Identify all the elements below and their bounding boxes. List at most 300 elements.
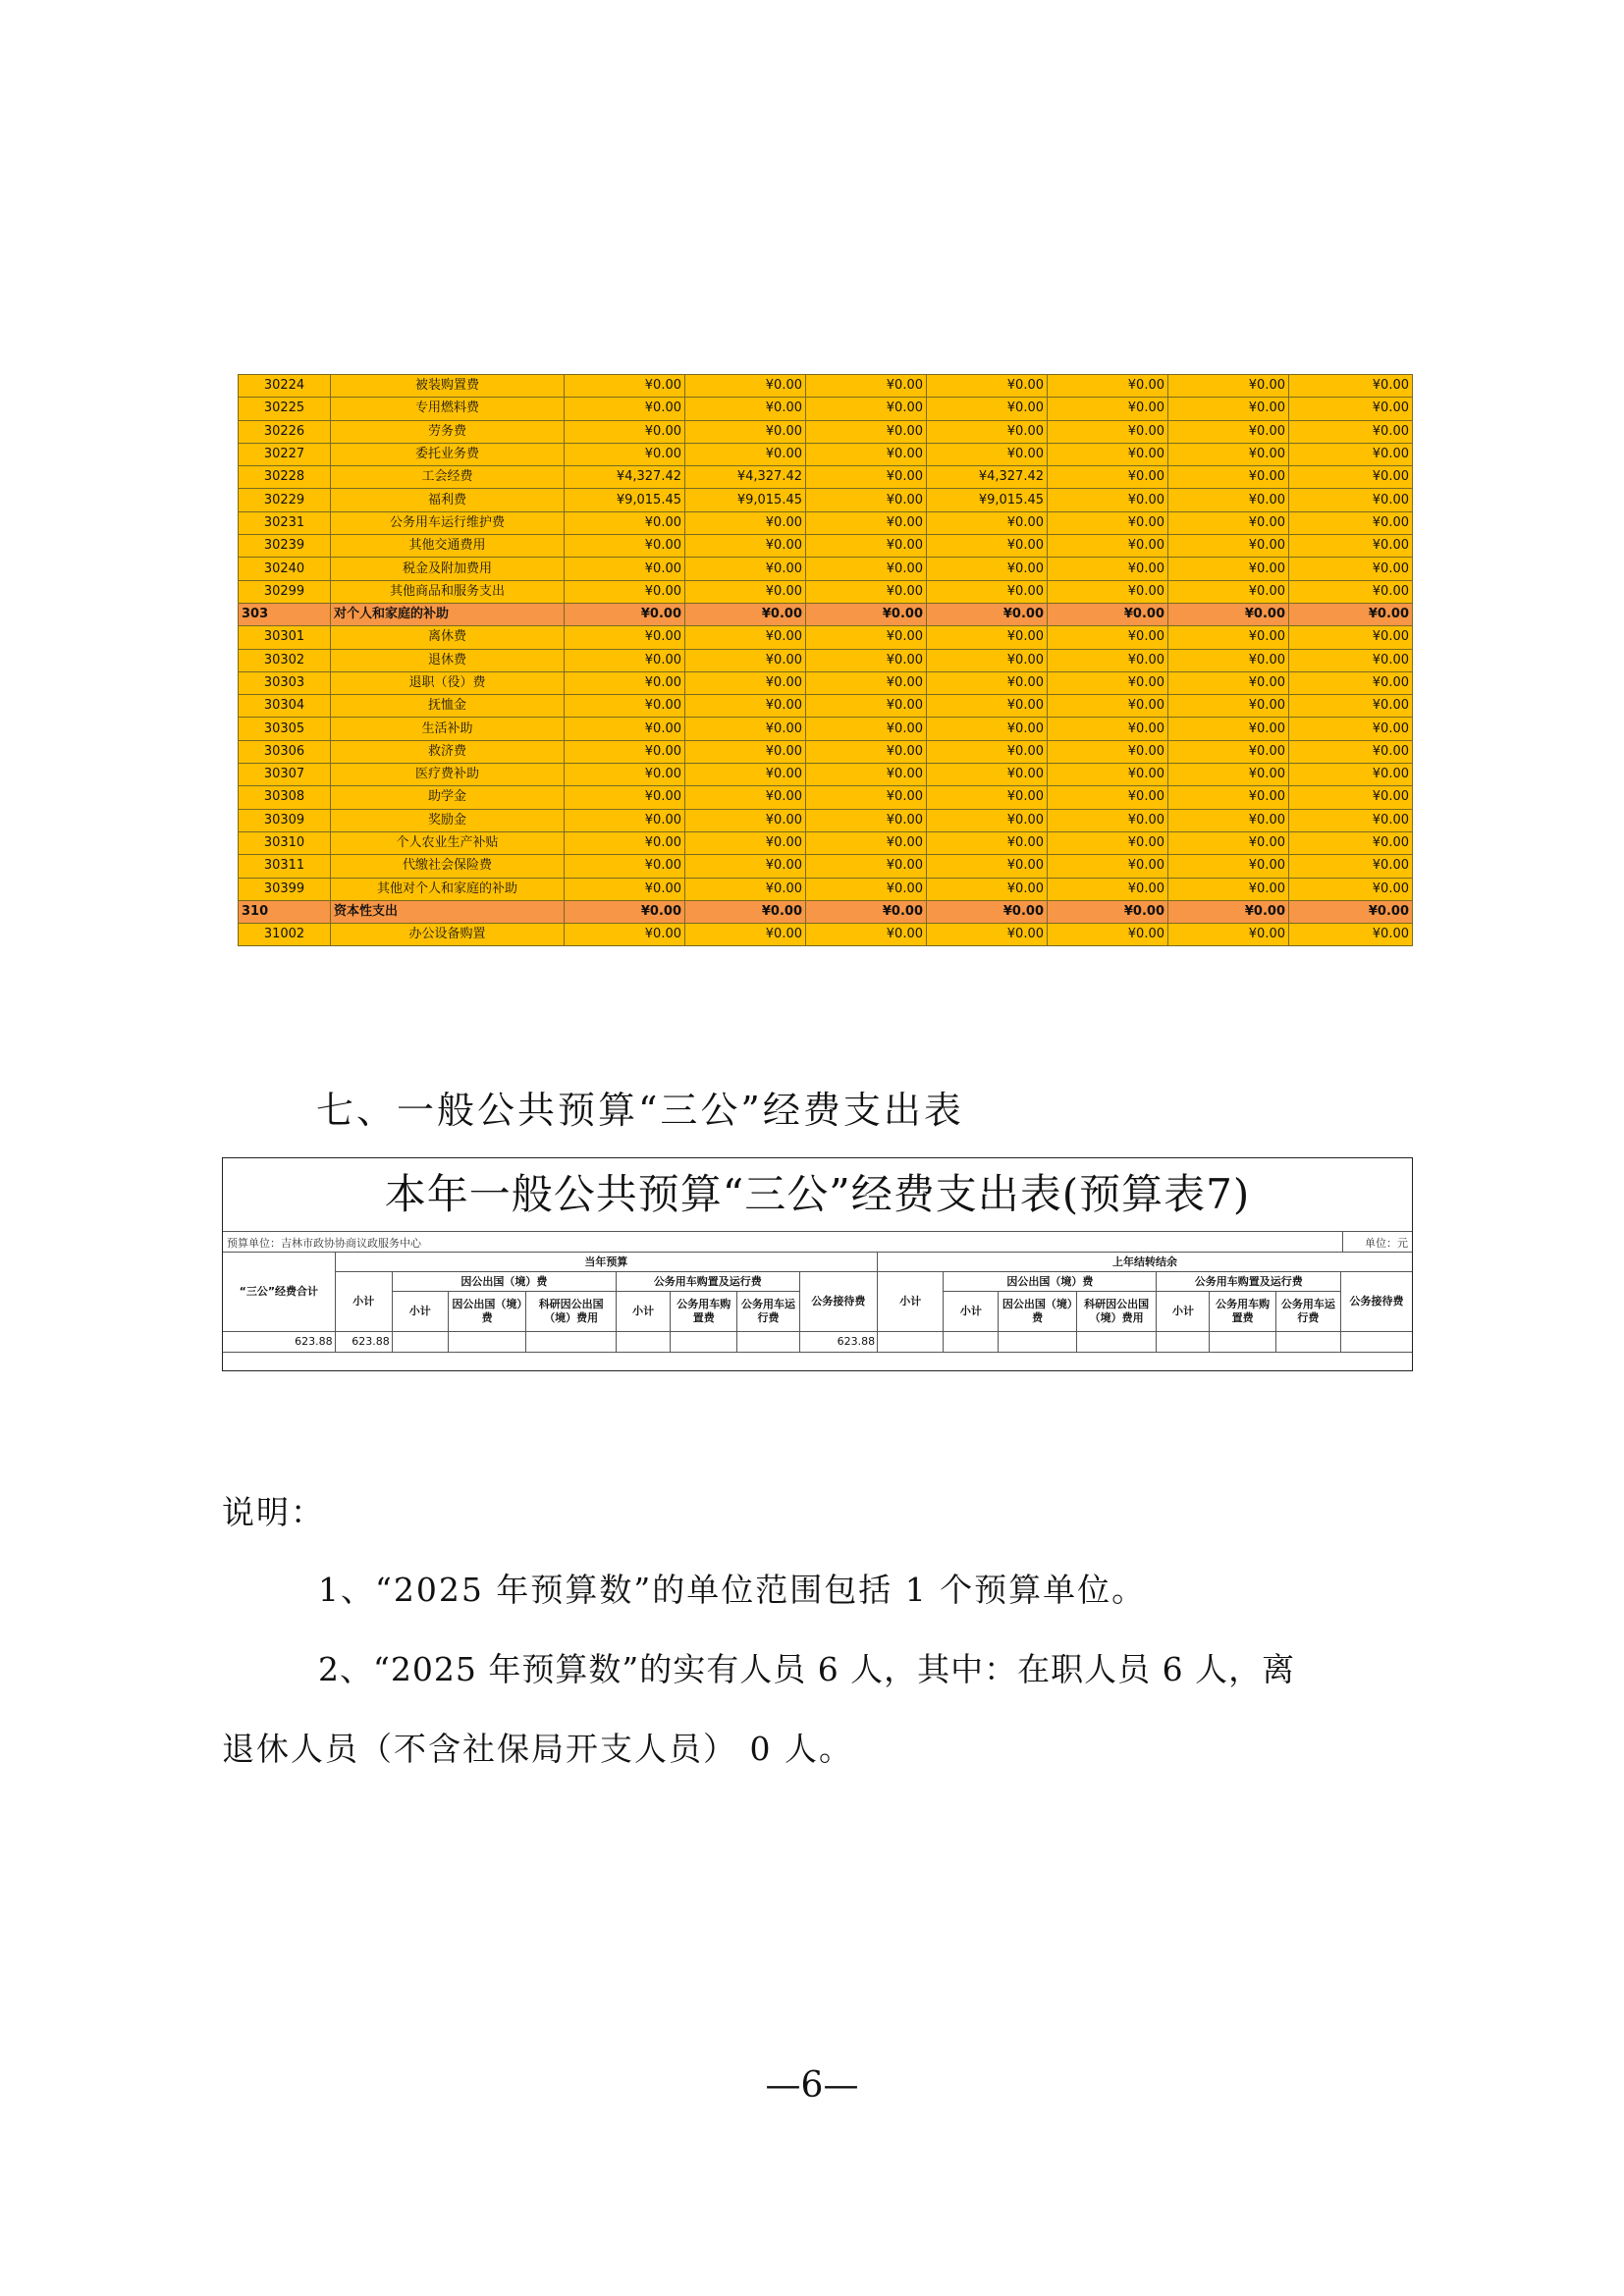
budget-amount: ¥0.00: [1289, 626, 1413, 649]
budget-amount: ¥0.00: [1289, 375, 1413, 398]
budget-amount: ¥0.00: [1048, 398, 1168, 420]
budget-amount: ¥0.00: [565, 764, 685, 786]
budget-amount: ¥0.00: [1289, 740, 1413, 763]
budget-amount: ¥0.00: [685, 535, 806, 558]
budget-item-name: 其他交通费用: [331, 535, 565, 558]
budget-code: 310: [239, 900, 331, 923]
budget-code: 30308: [239, 786, 331, 809]
sangong-value-cell: [1076, 1332, 1157, 1353]
budget-amount: ¥0.00: [685, 649, 806, 671]
budget-amount: ¥0.00: [1168, 375, 1289, 398]
budget-amount: ¥0.00: [1048, 466, 1168, 489]
budget-amount: ¥0.00: [565, 535, 685, 558]
note-item-1: 1、“2025 年预算数”的单位范围包括 1 个预算单位。: [318, 1571, 1147, 1609]
budget-amount: ¥0.00: [1289, 671, 1413, 694]
budget-amount: ¥0.00: [927, 764, 1048, 786]
budget-amount: ¥0.00: [1168, 489, 1289, 511]
budget-amount: ¥0.00: [685, 511, 806, 534]
budget-item-name: 劳务费: [331, 420, 565, 443]
budget-amount: ¥0.00: [1168, 924, 1289, 946]
budget-amount: ¥0.00: [685, 443, 806, 465]
budget-code: 30299: [239, 580, 331, 603]
sangong-value-cell: [617, 1332, 671, 1353]
budget-amount: ¥0.00: [1168, 695, 1289, 718]
budget-amount: ¥0.00: [1048, 511, 1168, 534]
budget-amount: ¥0.00: [565, 900, 685, 923]
budget-amount: ¥0.00: [1048, 718, 1168, 740]
budget-amount: ¥0.00: [1289, 398, 1413, 420]
budget-amount: ¥0.00: [1048, 580, 1168, 603]
budget-amount: ¥0.00: [565, 398, 685, 420]
budget-row: [239, 855, 1413, 878]
budget-amount: ¥0.00: [1289, 695, 1413, 718]
budget-item-name: 退职（役）费: [331, 671, 565, 694]
budget-code: 30305: [239, 718, 331, 740]
budget-amount: ¥0.00: [806, 878, 927, 900]
header-current-year: 当年预算: [335, 1253, 877, 1272]
budget-code: 30306: [239, 740, 331, 763]
budget-item-name: 被装购置费: [331, 375, 565, 398]
budget-amount: ¥0.00: [927, 900, 1048, 923]
budget-amount: ¥0.00: [806, 671, 927, 694]
sangong-table-meta: [223, 1231, 1412, 1252]
budget-item-name: 代缴社会保险费: [331, 855, 565, 878]
budget-amount: ¥0.00: [1289, 831, 1413, 854]
note-item-2-line2: 退休人员（不含社保局开支人员） 0 人。: [222, 1730, 853, 1768]
sangong-expense-table: [222, 1157, 1413, 1371]
budget-amount: ¥0.00: [565, 443, 685, 465]
budget-amount: ¥0.00: [565, 603, 685, 625]
budget-row: [239, 398, 1413, 420]
budget-amount: ¥0.00: [1289, 535, 1413, 558]
budget-item-name: 专用燃料费: [331, 398, 565, 420]
budget-code: 30303: [239, 671, 331, 694]
sangong-table-title: 本年一般公共预算“三公”经费支出表(预算表7): [384, 1170, 1251, 1218]
budget-code: 30309: [239, 809, 331, 831]
budget-item-name: 税金及附加费用: [331, 558, 565, 580]
budget-row: [239, 626, 1413, 649]
budget-amount: ¥0.00: [685, 398, 806, 420]
budget-amount: ¥0.00: [927, 924, 1048, 946]
budget-amount: ¥0.00: [1048, 671, 1168, 694]
budget-amount: ¥0.00: [927, 398, 1048, 420]
budget-item-name: 奖励金: [331, 809, 565, 831]
budget-row: [239, 649, 1413, 671]
header-carry-research-abroad: 科研因公出国（境）费用: [1076, 1292, 1157, 1332]
budget-amount: ¥0.00: [927, 649, 1048, 671]
budget-amount: ¥0.00: [927, 375, 1048, 398]
budget-amount: ¥0.00: [1048, 809, 1168, 831]
budget-amount: ¥0.00: [1048, 924, 1168, 946]
budget-code: 30224: [239, 375, 331, 398]
budget-amount: ¥0.00: [806, 831, 927, 854]
budget-amount: ¥0.00: [927, 558, 1048, 580]
sangong-value-cell: [671, 1332, 737, 1353]
header-carry-abroad: 因公出国（境）费: [999, 1292, 1077, 1332]
header-current-vehicle-subtotal: 小计: [617, 1292, 671, 1332]
sangong-value-cell: [392, 1332, 448, 1353]
budget-amount: ¥0.00: [565, 671, 685, 694]
budget-amount: ¥0.00: [1168, 603, 1289, 625]
budget-amount: ¥0.00: [806, 375, 927, 398]
header-current-vehicle-group: 公务用车购置及运行费: [617, 1272, 800, 1292]
budget-amount: ¥0.00: [927, 443, 1048, 465]
budget-amount: ¥0.00: [565, 558, 685, 580]
header-current-subtotal: 小计: [335, 1272, 392, 1332]
budget-code: 30229: [239, 489, 331, 511]
budget-amount: ¥0.00: [685, 718, 806, 740]
header-current-abroad-group: 因公出国（境）费: [392, 1272, 616, 1292]
sangong-value-cell: [944, 1332, 999, 1353]
budget-row: [239, 809, 1413, 831]
budget-item-name: 医疗费补助: [331, 764, 565, 786]
budget-amount: ¥0.00: [1048, 489, 1168, 511]
budget-amount: ¥0.00: [1168, 443, 1289, 465]
budget-amount: ¥0.00: [1048, 695, 1168, 718]
budget-amount: ¥0.00: [1168, 580, 1289, 603]
budget-amount: ¥4,327.42: [685, 466, 806, 489]
notes-title: 说明：: [222, 1493, 325, 1531]
budget-row: [239, 764, 1413, 786]
sangong-value-cell: 623.88: [335, 1332, 392, 1353]
budget-amount: ¥0.00: [1289, 900, 1413, 923]
budget-item-name: 对个人和家庭的补助: [331, 603, 565, 625]
budget-code: 30310: [239, 831, 331, 854]
budget-amount: ¥4,327.42: [927, 466, 1048, 489]
budget-item-name: 离休费: [331, 626, 565, 649]
budget-amount: ¥0.00: [927, 786, 1048, 809]
budget-row: [239, 489, 1413, 511]
budget-amount: ¥0.00: [1289, 878, 1413, 900]
sangong-value-cell: 623.88: [799, 1332, 878, 1353]
budget-code: 30311: [239, 855, 331, 878]
sangong-value-cell: [1157, 1332, 1210, 1353]
budget-amount: ¥0.00: [565, 878, 685, 900]
budget-code: 30228: [239, 466, 331, 489]
budget-amount: ¥0.00: [806, 535, 927, 558]
budget-amount: ¥0.00: [685, 831, 806, 854]
budget-item-name: 救济费: [331, 740, 565, 763]
budget-amount: ¥0.00: [1168, 649, 1289, 671]
budget-amount: ¥0.00: [685, 740, 806, 763]
budget-amount: ¥0.00: [1289, 603, 1413, 625]
budget-amount: ¥0.00: [565, 626, 685, 649]
budget-row: [239, 786, 1413, 809]
budget-row: [239, 420, 1413, 443]
budget-amount: ¥0.00: [1168, 764, 1289, 786]
budget-item-name: 个人农业生产补贴: [331, 831, 565, 854]
budget-item-name: 资本性支出: [331, 900, 565, 923]
budget-amount: ¥0.00: [1048, 764, 1168, 786]
budget-amount: ¥0.00: [1168, 398, 1289, 420]
budget-amount: ¥0.00: [565, 420, 685, 443]
header-total: “三公”经费合计: [223, 1253, 335, 1332]
budget-amount: ¥0.00: [565, 831, 685, 854]
budget-amount: ¥0.00: [806, 809, 927, 831]
budget-amount: ¥0.00: [1289, 466, 1413, 489]
budget-amount: ¥0.00: [1048, 558, 1168, 580]
budget-detail-table: [238, 374, 1413, 946]
budget-code: 30307: [239, 764, 331, 786]
budget-amount: ¥0.00: [1289, 511, 1413, 534]
budget-amount: ¥0.00: [565, 695, 685, 718]
budget-code: 30231: [239, 511, 331, 534]
sangong-value-cell: [737, 1332, 799, 1353]
budget-item-name: 工会经费: [331, 466, 565, 489]
budget-amount: ¥0.00: [927, 695, 1048, 718]
budget-item-name: 助学金: [331, 786, 565, 809]
budget-row: [239, 695, 1413, 718]
budget-amount: ¥0.00: [1168, 626, 1289, 649]
budget-category-row: [239, 603, 1413, 625]
budget-item-name: 其他对个人和家庭的补助: [331, 878, 565, 900]
budget-row: [239, 535, 1413, 558]
budget-item-name: 其他商品和服务支出: [331, 580, 565, 603]
budget-amount: ¥0.00: [927, 740, 1048, 763]
page-number: —6—: [765, 2065, 859, 2106]
budget-amount: ¥0.00: [1048, 375, 1168, 398]
header-carry-vehicle-group: 公务用车购置及运行费: [1157, 1272, 1341, 1292]
budget-amount: ¥0.00: [1168, 878, 1289, 900]
header-carry-vehicle-purchase: 公务用车购置费: [1210, 1292, 1275, 1332]
budget-amount: ¥0.00: [685, 695, 806, 718]
budget-amount: ¥0.00: [927, 809, 1048, 831]
budget-amount: ¥0.00: [1048, 626, 1168, 649]
budget-amount: ¥0.00: [806, 695, 927, 718]
budget-amount: ¥0.00: [927, 671, 1048, 694]
budget-amount: ¥0.00: [1048, 443, 1168, 465]
budget-amount: ¥0.00: [1289, 649, 1413, 671]
budget-amount: ¥0.00: [565, 786, 685, 809]
budget-amount: ¥9,015.45: [685, 489, 806, 511]
sangong-value-cell: 623.88: [223, 1332, 335, 1353]
budget-amount: ¥9,015.45: [565, 489, 685, 511]
budget-amount: ¥0.00: [1289, 420, 1413, 443]
budget-row: [239, 718, 1413, 740]
budget-amount: ¥0.00: [927, 878, 1048, 900]
budget-amount: ¥0.00: [927, 535, 1048, 558]
budget-amount: ¥0.00: [1048, 900, 1168, 923]
budget-amount: ¥0.00: [565, 511, 685, 534]
budget-amount: ¥0.00: [685, 924, 806, 946]
budget-amount: ¥0.00: [1048, 855, 1168, 878]
budget-row: [239, 740, 1413, 763]
budget-amount: ¥0.00: [685, 764, 806, 786]
budget-code: 30225: [239, 398, 331, 420]
budget-row: [239, 511, 1413, 534]
budget-amount: ¥0.00: [685, 375, 806, 398]
sangong-value-cell: [1340, 1332, 1412, 1353]
budget-category-row: [239, 900, 1413, 923]
budget-amount: ¥0.00: [927, 626, 1048, 649]
budget-amount: ¥0.00: [806, 580, 927, 603]
budget-code: 30240: [239, 558, 331, 580]
budget-amount: ¥0.00: [927, 580, 1048, 603]
budget-amount: ¥4,327.42: [565, 466, 685, 489]
budget-amount: ¥0.00: [685, 420, 806, 443]
header-carry-subtotal: 小计: [878, 1272, 944, 1332]
budget-unit-label: 预算单位：吉林市政协协商议政服务中心: [227, 1237, 421, 1250]
budget-amount: ¥0.00: [685, 580, 806, 603]
budget-amount: ¥0.00: [806, 466, 927, 489]
budget-amount: ¥0.00: [565, 809, 685, 831]
budget-amount: ¥0.00: [806, 924, 927, 946]
budget-amount: ¥0.00: [1168, 718, 1289, 740]
budget-row: [239, 671, 1413, 694]
sangong-value-cell: [526, 1332, 617, 1353]
budget-item-name: 退休费: [331, 649, 565, 671]
budget-amount: ¥0.00: [685, 900, 806, 923]
sangong-value-cell: [878, 1332, 944, 1353]
budget-amount: ¥0.00: [565, 855, 685, 878]
budget-amount: ¥0.00: [806, 511, 927, 534]
budget-amount: ¥0.00: [927, 603, 1048, 625]
budget-amount: ¥0.00: [806, 558, 927, 580]
budget-amount: ¥0.00: [1048, 420, 1168, 443]
budget-amount: ¥0.00: [1289, 558, 1413, 580]
budget-amount: ¥0.00: [685, 626, 806, 649]
budget-code: 30302: [239, 649, 331, 671]
budget-item-name: 委托业务费: [331, 443, 565, 465]
header-carry-reception: 公务接待费: [1340, 1272, 1412, 1332]
budget-code: 30301: [239, 626, 331, 649]
budget-row: [239, 831, 1413, 854]
budget-amount: ¥0.00: [565, 718, 685, 740]
budget-amount: ¥0.00: [927, 855, 1048, 878]
budget-amount: ¥0.00: [806, 420, 927, 443]
header-current-reception: 公务接待费: [799, 1272, 878, 1332]
sangong-value-cell: [999, 1332, 1077, 1353]
budget-amount: ¥0.00: [1168, 809, 1289, 831]
budget-amount: ¥0.00: [1168, 855, 1289, 878]
budget-amount: ¥0.00: [1289, 443, 1413, 465]
budget-row: [239, 580, 1413, 603]
budget-amount: ¥0.00: [1168, 535, 1289, 558]
budget-amount: ¥0.00: [806, 786, 927, 809]
budget-amount: ¥0.00: [806, 398, 927, 420]
header-current-abroad-subtotal: 小计: [392, 1292, 448, 1332]
budget-row: [239, 375, 1413, 398]
header-carryover: 上年结转结余: [878, 1253, 1412, 1272]
sangong-grid: [223, 1252, 1412, 1353]
budget-amount: ¥0.00: [685, 878, 806, 900]
budget-amount: ¥0.00: [1289, 809, 1413, 831]
header-carry-vehicle-subtotal: 小计: [1157, 1292, 1210, 1332]
budget-amount: ¥0.00: [806, 626, 927, 649]
budget-amount: ¥0.00: [685, 558, 806, 580]
note-item-2-line1: 2、“2025 年预算数”的实有人员 6 人，其中：在职人员 6 人，离: [318, 1650, 1296, 1688]
budget-amount: ¥0.00: [685, 786, 806, 809]
budget-row: [239, 878, 1413, 900]
budget-item-name: 抚恤金: [331, 695, 565, 718]
budget-item-name: 福利费: [331, 489, 565, 511]
budget-amount: ¥0.00: [1048, 878, 1168, 900]
budget-amount: ¥0.00: [1048, 740, 1168, 763]
budget-amount: ¥0.00: [1289, 786, 1413, 809]
budget-amount: ¥0.00: [565, 375, 685, 398]
header-carry-abroad-subtotal: 小计: [944, 1292, 999, 1332]
budget-amount: ¥0.00: [806, 443, 927, 465]
budget-amount: ¥0.00: [1289, 924, 1413, 946]
header-carry-vehicle-run: 公务用车运行费: [1275, 1292, 1340, 1332]
currency-unit-label: 单位：元: [1365, 1237, 1408, 1250]
budget-row: [239, 924, 1413, 946]
header-current-vehicle-purchase: 公务用车购置费: [671, 1292, 737, 1332]
budget-row: [239, 443, 1413, 465]
budget-amount: ¥0.00: [1289, 580, 1413, 603]
budget-amount: ¥0.00: [806, 764, 927, 786]
budget-amount: ¥0.00: [1048, 535, 1168, 558]
sangong-value-cell: [448, 1332, 526, 1353]
budget-row: [239, 558, 1413, 580]
budget-code: 30304: [239, 695, 331, 718]
budget-amount: ¥0.00: [1048, 831, 1168, 854]
budget-amount: ¥0.00: [1168, 466, 1289, 489]
budget-amount: ¥0.00: [1289, 764, 1413, 786]
header-current-abroad: 因公出国（境）费: [448, 1292, 526, 1332]
budget-row: [239, 466, 1413, 489]
budget-amount: ¥0.00: [1168, 831, 1289, 854]
budget-amount: ¥0.00: [927, 718, 1048, 740]
budget-amount: ¥0.00: [685, 809, 806, 831]
budget-amount: ¥0.00: [806, 740, 927, 763]
budget-amount: ¥0.00: [1168, 420, 1289, 443]
budget-amount: ¥0.00: [685, 855, 806, 878]
budget-amount: ¥0.00: [685, 671, 806, 694]
budget-amount: ¥0.00: [565, 924, 685, 946]
header-current-vehicle-run: 公务用车运行费: [737, 1292, 799, 1332]
budget-amount: ¥0.00: [1168, 900, 1289, 923]
budget-amount: ¥0.00: [1289, 855, 1413, 878]
budget-amount: ¥0.00: [1168, 786, 1289, 809]
budget-item-name: 办公设备购置: [331, 924, 565, 946]
budget-amount: ¥0.00: [565, 580, 685, 603]
budget-amount: ¥0.00: [1048, 603, 1168, 625]
budget-amount: ¥0.00: [685, 603, 806, 625]
budget-amount: ¥0.00: [1048, 786, 1168, 809]
budget-amount: ¥0.00: [927, 831, 1048, 854]
budget-code: 30239: [239, 535, 331, 558]
budget-amount: ¥0.00: [806, 855, 927, 878]
budget-amount: ¥0.00: [806, 649, 927, 671]
sangong-value-cell: [1275, 1332, 1340, 1353]
budget-amount: ¥0.00: [806, 718, 927, 740]
header-carry-abroad-group: 因公出国（境）费: [944, 1272, 1157, 1292]
budget-amount: ¥0.00: [927, 420, 1048, 443]
budget-code: 30226: [239, 420, 331, 443]
section-heading: 七、一般公共预算“三公”经费支出表: [316, 1089, 964, 1132]
budget-amount: ¥0.00: [1168, 511, 1289, 534]
budget-amount: ¥0.00: [1289, 718, 1413, 740]
budget-amount: ¥0.00: [806, 603, 927, 625]
budget-code: 30227: [239, 443, 331, 465]
budget-amount: ¥0.00: [1168, 740, 1289, 763]
budget-amount: ¥0.00: [565, 649, 685, 671]
header-current-research-abroad: 科研因公出国（境）费用: [526, 1292, 617, 1332]
budget-amount: ¥0.00: [806, 900, 927, 923]
budget-amount: ¥0.00: [1048, 649, 1168, 671]
budget-code: 31002: [239, 924, 331, 946]
budget-amount: ¥0.00: [565, 740, 685, 763]
budget-amount: ¥0.00: [806, 489, 927, 511]
budget-amount: ¥0.00: [1168, 671, 1289, 694]
budget-item-name: 生活补助: [331, 718, 565, 740]
budget-item-name: 公务用车运行维护费: [331, 511, 565, 534]
sangong-value-cell: [1210, 1332, 1275, 1353]
budget-amount: ¥0.00: [927, 511, 1048, 534]
budget-amount: ¥9,015.45: [927, 489, 1048, 511]
budget-amount: ¥0.00: [1168, 558, 1289, 580]
